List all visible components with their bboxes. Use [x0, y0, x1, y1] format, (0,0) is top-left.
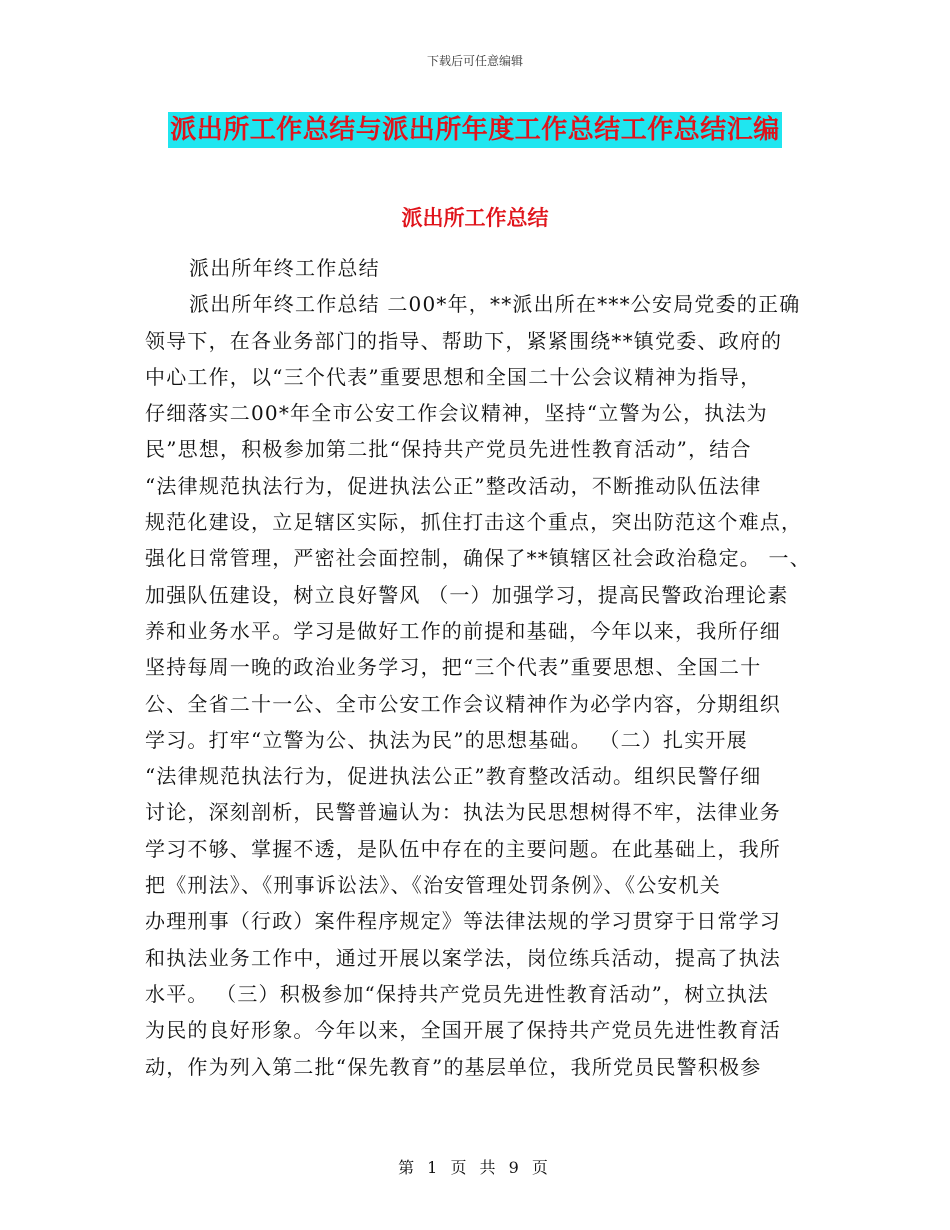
document-title-text: 派出所工作总结与派出所年度工作总结工作总结汇编 — [168, 112, 782, 148]
body-line: 和执法业务工作中，通过开展以案学法，岗位练兵活动，提高了执法 — [145, 945, 781, 970]
body-line: 民”思想，积极参加第二批“保持共产党员先进性教育活动”，结合 — [145, 437, 752, 462]
body-line: 仔细落实二00*年全市公安工作会议精神，坚持“立警为公，执法为 — [145, 401, 768, 426]
body-line: 派出所年终工作总结 — [189, 256, 380, 280]
body-line: 把《刑法》、《刑事诉讼法》、《治安管理处罚条例》、《公安机关 — [145, 873, 721, 898]
body-line: 学习。打牢“立警为公、执法为民”的思想基础。 （二）扎实开展 — [145, 727, 748, 752]
body-line: 规范化建设，立足辖区实际，抓住打击这个重点，突出防范这个难点， — [145, 510, 803, 535]
body-line: 加强队伍建设，树立良好警风 （一）加强学习，提高民警政治理论素 — [145, 582, 789, 607]
body-line: 坚持每周一晚的政治业务学习，把“三个代表”重要思想、全国二十 — [145, 655, 762, 680]
body-line: 办理刑事（行政）案件程序规定》等法律法规的学习贯穿于日常学习 — [145, 909, 781, 934]
body-line: 养和业务水平。学习是做好工作的前提和基础，今年以来，我所仔细 — [145, 618, 781, 643]
body-line: 领导下，在各业务部门的指导、帮助下，紧紧围绕**镇党委、政府的 — [145, 328, 783, 353]
body-line: 强化日常管理，严密社会面控制，确保了**镇辖区社会政治稳定。 一、 — [145, 546, 811, 571]
document-title — [0, 112, 950, 148]
body-line: “法律规范执法行为，促进执法公正”教育整改活动。组织民警仔细 — [145, 764, 762, 789]
body-line: 为民的良好形象。今年以来，全国开展了保持共产党员先进性教育活 — [145, 1018, 781, 1043]
body-line: 动，作为列入第二批“保先教育”的基层单位，我所党员民警积极参 — [145, 1054, 762, 1079]
body-line: 中心工作，以“三个代表”重要思想和全国二十公会议精神为指导， — [145, 364, 762, 389]
body-line: “法律规范执法行为，促进执法公正”整改活动，不断推动队伍法律 — [145, 473, 762, 498]
page-header-note: 下载后可任意编辑 — [426, 54, 523, 68]
section-title: 派出所工作总结 — [401, 206, 549, 230]
body-line: 公、全省二十一公、全市公安工作会议精神作为必学内容，分期组织 — [145, 691, 781, 716]
document-body — [145, 250, 825, 1085]
body-line: 学习不够、掌握不透，是队伍中存在的主要问题。在此基础上，我所 — [145, 836, 781, 861]
body-line: 讨论，深刻剖析，民警普遍认为：执法为民思想树得不牢，法律业务 — [145, 800, 781, 825]
body-line: 水平。 （三）积极参加“保持共产党员先进性教育活动”，树立执法 — [145, 981, 770, 1006]
body-line: 派出所年终工作总结 二00*年，**派出所在***公安局党委的正确 — [189, 292, 801, 317]
page-number: 第 1 页 共 9 页 — [398, 1158, 552, 1177]
